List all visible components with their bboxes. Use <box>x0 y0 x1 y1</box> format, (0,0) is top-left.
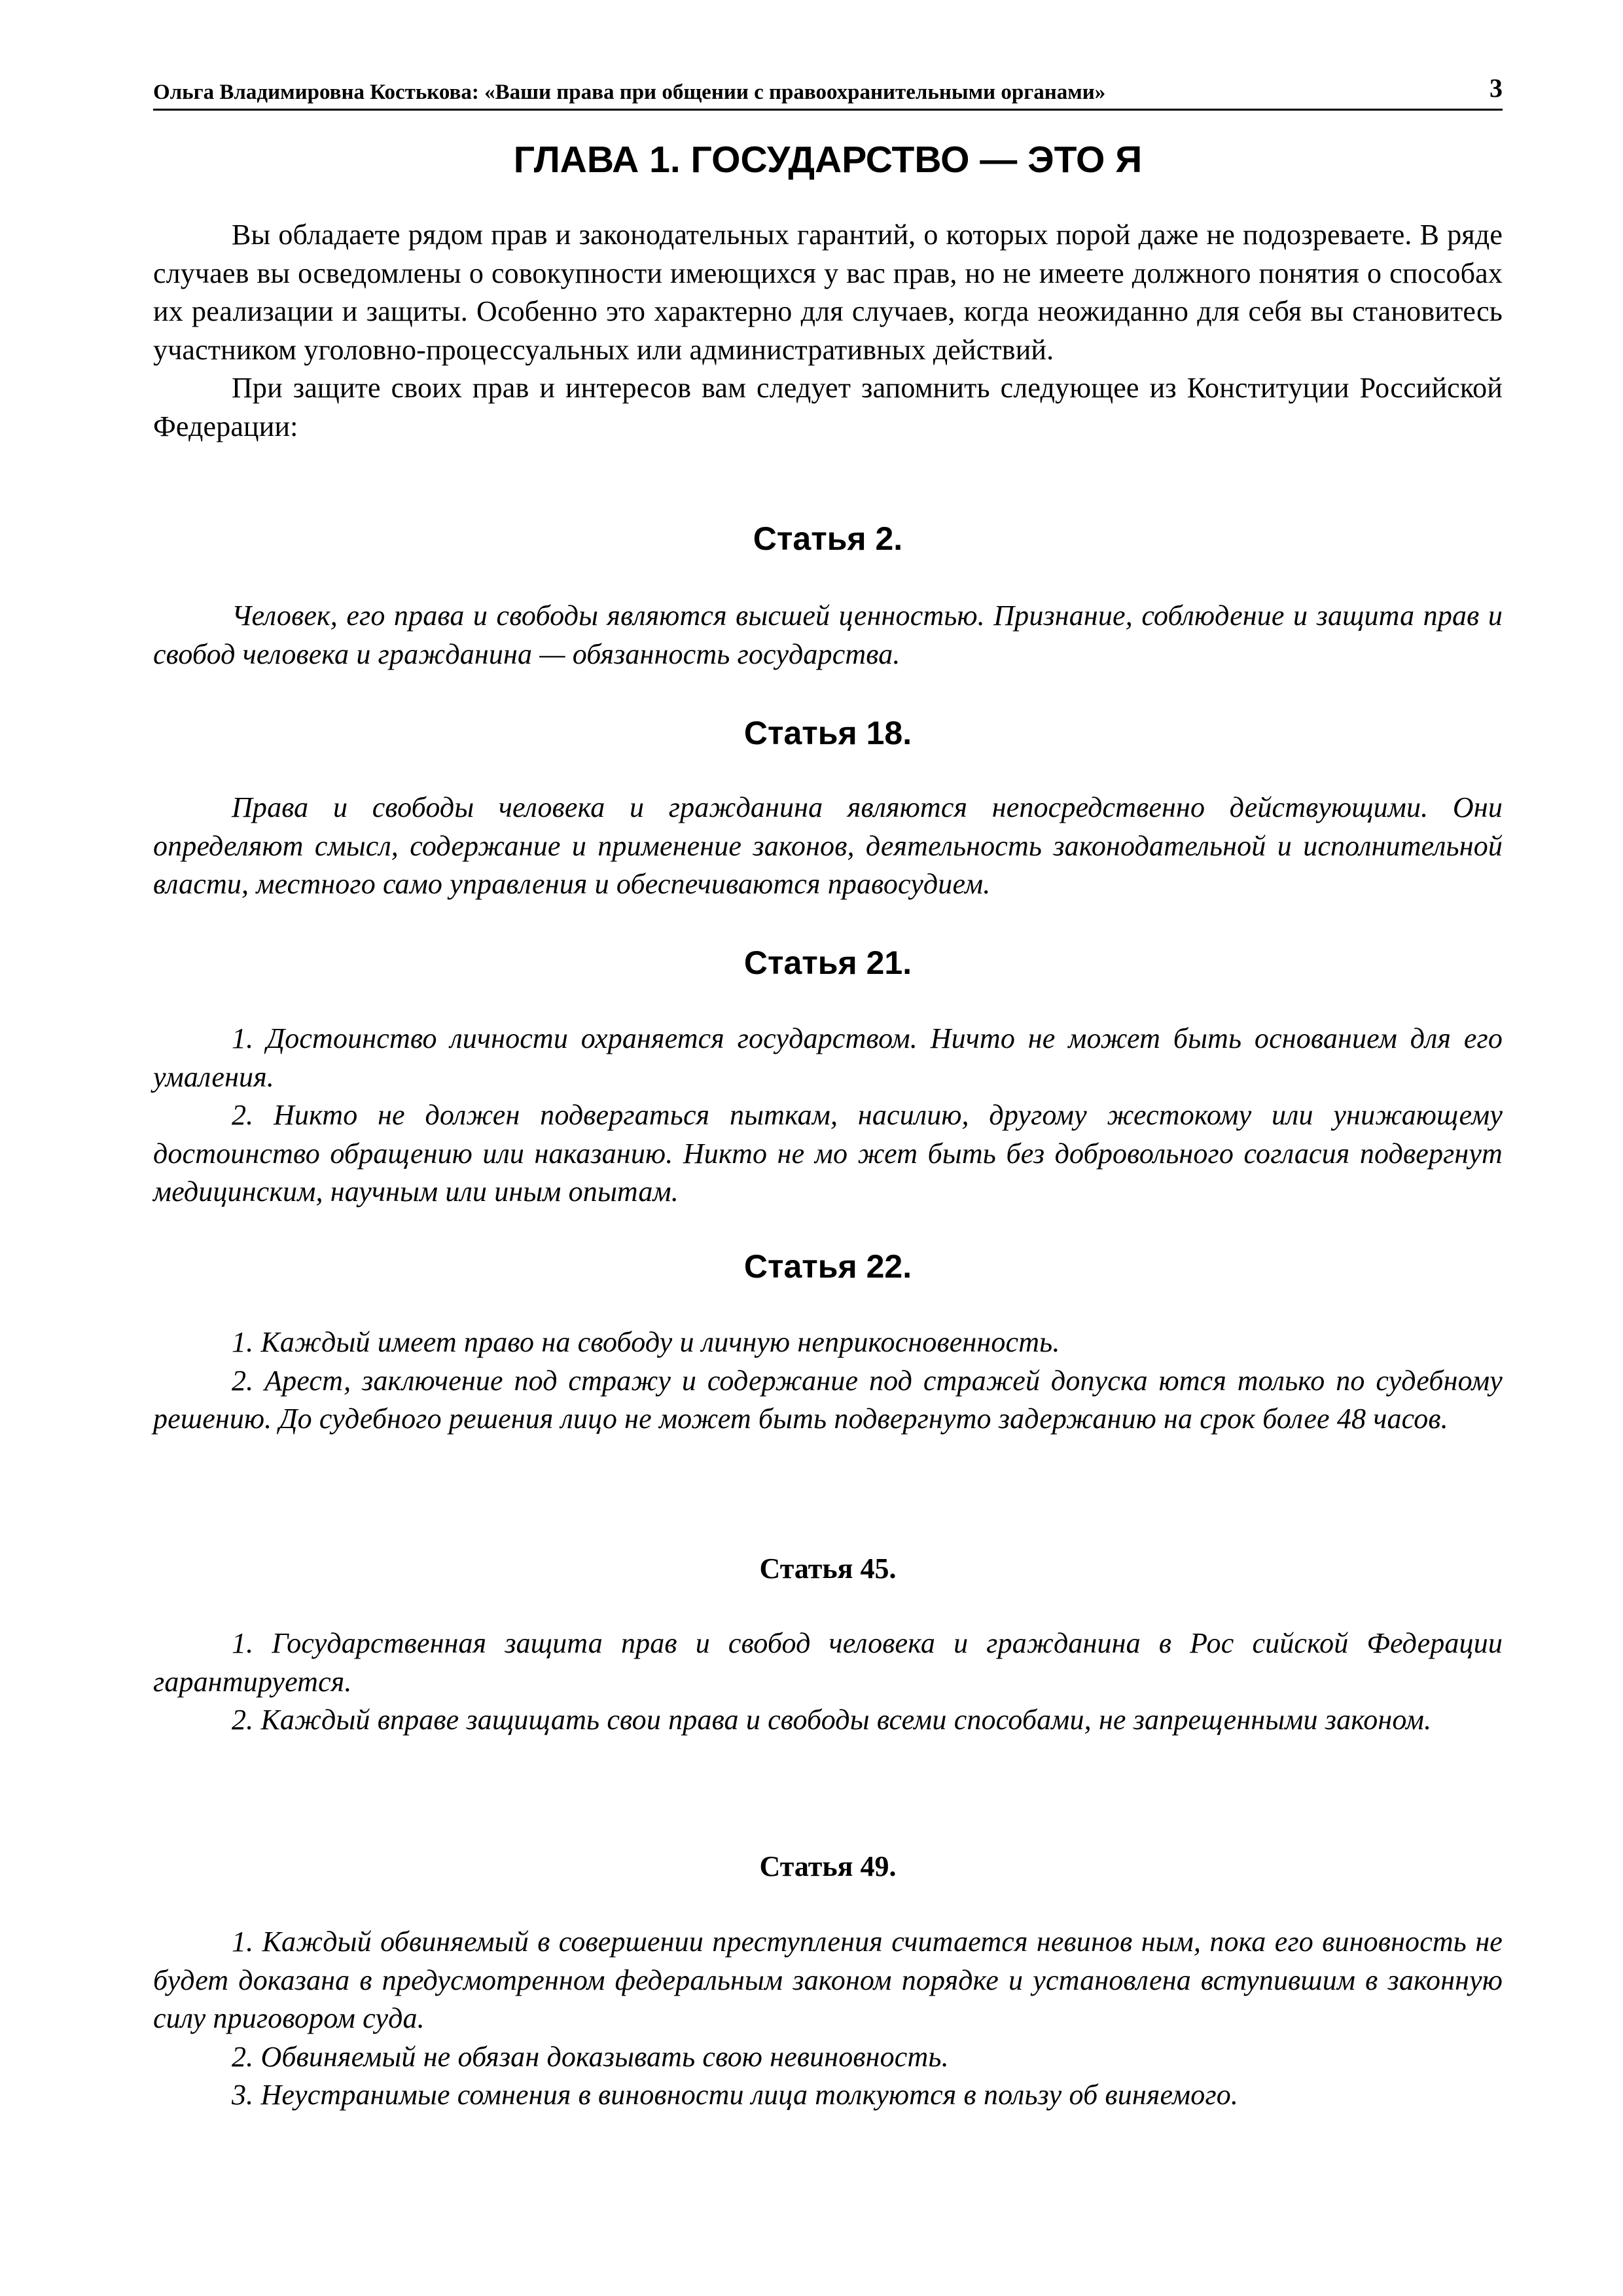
article-18-heading-block <box>153 710 1503 756</box>
article-heading-2: Статья 2. <box>753 520 903 557</box>
running-header <box>153 68 1503 111</box>
article-22-paragraph-1: 1. Каждый имеет право на свободу и личную неприкосновенность. <box>232 1326 1060 1358</box>
article-45-paragraph-2: 2. Каждый вправе защищать свои права и свободы всеми способами, не запрещенными законом. <box>232 1704 1432 1736</box>
article-heading-18: Статья 18. <box>743 715 912 751</box>
article-heading-45: Статья 45. <box>759 1552 897 1585</box>
article-49-paragraph-3: 3. Неустранимые сомнения в виновности лица толкуются в пользу об виняемого. <box>232 2079 1239 2111</box>
intro-section <box>153 216 1503 446</box>
article-45-body <box>153 1624 1503 1740</box>
article-heading-21: Статья 21. <box>743 944 912 981</box>
article-45-heading-block <box>153 1549 1503 1588</box>
article-2-paragraph-1: Человек, его права и свободы являются высшей ценностью. Признание, соблюдение и защита прав и свобод человека и гражданина — обязанность государства. <box>153 600 1503 670</box>
article-heading-49: Статья 49. <box>759 1850 897 1882</box>
page-number: 3 <box>1489 73 1503 103</box>
intro-paragraph-2: При защите своих прав и интересов вам следует запомнить следующее из Конституции Российской Федерации: <box>153 372 1503 442</box>
article-2-body <box>153 597 1503 673</box>
article-21-heading-block <box>153 940 1503 986</box>
article-21-paragraph-1: 1. Достоинство личности охраняется государством. Ничто не может быть основанием для его умаления. <box>153 1022 1503 1093</box>
article-21-paragraph-2: 2. Никто не должен подвергаться пыткам, насилию, другому жестокому или унижающему достоинство обращению или наказанию. Никто не мо жет быть без добровольного согласия подвергнут медицинским, научным или иным опытам. <box>153 1099 1503 1208</box>
article-2-heading-block <box>153 516 1503 562</box>
article-45-paragraph-1: 1. Государственная защита прав и свобод человека и гражданина в Рос сийской Федерации гарантируется. <box>153 1627 1503 1698</box>
article-heading-22: Статья 22. <box>743 1248 912 1285</box>
article-22-heading-block <box>153 1244 1503 1289</box>
chapter-title: ГЛАВА 1. ГОСУДАРСТВО — ЭТО Я <box>513 139 1143 181</box>
article-18-body <box>153 789 1503 904</box>
article-49-body <box>153 1923 1503 2115</box>
article-22-body <box>153 1323 1503 1439</box>
article-22-paragraph-2: 2. Арест, заключение под стражу и содержание под стражей допуска ются только по судебному решению. До судебного решения лицо не может быть подвергнуто задержанию на срок более 48 часов. <box>153 1364 1503 1435</box>
article-49-paragraph-2: 2. Обвиняемый не обязан доказывать свою невиновность. <box>232 2040 949 2073</box>
article-49-paragraph-1: 1. Каждый обвиняемый в совершении преступления считается невинов ным, пока его виновность не будет доказана в предусмотренном федеральным законом порядке и установлена вступившим в законную силу приговором суда. <box>153 1926 1503 2034</box>
intro-paragraph-1: Вы обладаете рядом прав и законодательных гарантий, о которых порой даже не подозреваете. В ряде случаев вы осведомлены о совокупности имеющихся у вас прав, но не имеете должного понятия о способах их реализации и защиты. Особенно это характерно для случаев, когда неожиданно для себя вы становитесь участником уголовно-процессуальных или административных действий. <box>153 219 1503 366</box>
header-title: Ольга Владимировна Костькова: «Ваши права при общении с правоохранительными органами» <box>153 81 1106 104</box>
article-49-heading-block <box>153 1847 1503 1886</box>
article-21-body <box>153 1020 1503 1211</box>
article-18-paragraph-1: Права и свободы человека и гражданина являются непосредственно действующими. Они определяют смысл, содержание и применение законов, деятельность законодательной и исполнительной власти, местного само управления и обеспечиваются правосудием. <box>153 791 1503 900</box>
